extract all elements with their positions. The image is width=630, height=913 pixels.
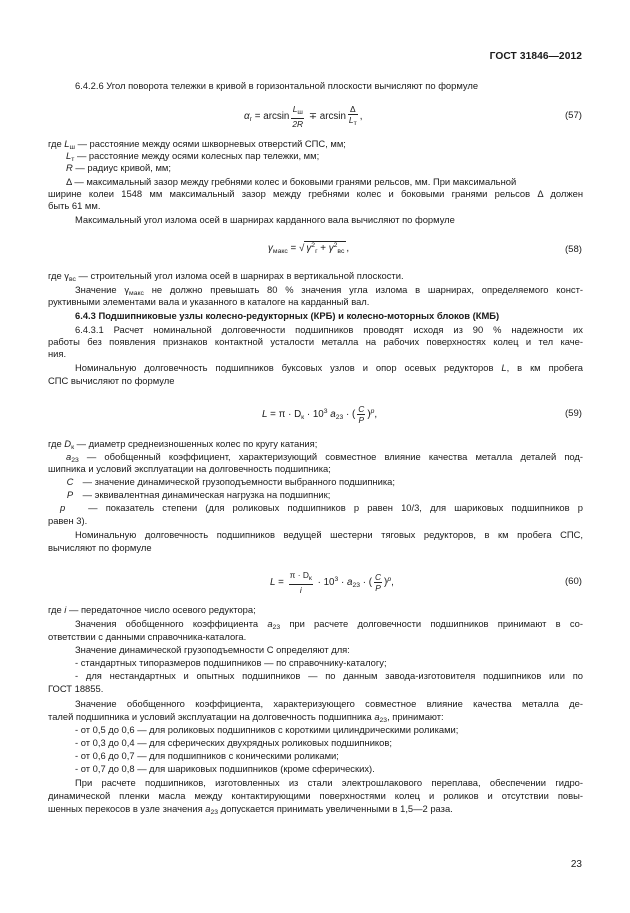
list-item: - от 0,5 до 0,6 — для роликовых подшипников с короткими цилиндрическими роликами; bbox=[75, 724, 459, 735]
definition-p: p — показатель степени (для роликовых подшипников p равен 10/3, для шариковых подшипников p bbox=[60, 502, 583, 513]
definition-R: R — радиус кривой, мм; bbox=[66, 162, 171, 173]
list-item-nonstandard: - для нестандартных и опытных подшипников — по данным завода-изготовителя подшипников или по bbox=[75, 670, 583, 681]
paragraph-electroslag-line2: динамической пленки масла между контактирующими поверхностями колец и роликов и отсутствии повы- bbox=[48, 790, 583, 801]
formula-57: $\alpha_г = \arcsin$ $\frac{L_ш}{2R}$ ∓ arcsin $\frac{\Delta}{L_т}$ , bbox=[244, 104, 363, 129]
equation-number-58: (58) bbox=[564, 244, 582, 255]
standard-header: ГОСТ 31846—2012 bbox=[489, 51, 582, 62]
equation-number-57: (57) bbox=[564, 110, 582, 121]
list-item-standard: - стандартных типоразмеров подшипников — по справочнику-каталогу; bbox=[75, 657, 387, 668]
paragraph-nominal-durability: Номинальную долговечность подшипников буксовых узлов и опор осевых редукторов L, в км пробега bbox=[75, 362, 583, 373]
definition-delta-cont: ширине колеи 1548 мм максимальный зазор между гребнями колес и боковыми гранями рельсов Δ должен bbox=[48, 188, 583, 199]
definition-delta-cont-2: быть 61 мм. bbox=[48, 200, 101, 211]
paragraph-dynamic-capacity: Значение динамической грузоподъемности С определяют для: bbox=[75, 644, 350, 655]
paragraph-nominal-durability-cont: СПС вычисляют по формуле bbox=[48, 375, 175, 386]
formula-60: L = $\frac{\pi \cdot D_к}{i}$ · $10^3 \cdot a_{23}$ · ( $\frac{C}{P}$ )$^p$, bbox=[270, 570, 394, 595]
list-item: - от 0,7 до 0,8 — для шариковых подшипников (кроме сферических). bbox=[75, 763, 375, 774]
paragraph-drive-gear-cont: вычисляют по формуле bbox=[48, 542, 152, 553]
definition-i: где i — передаточное число осевого редуктора; bbox=[48, 604, 256, 615]
definition-L-t: $L_т$ — расстояние между осями колесных пар тележки, мм; bbox=[66, 150, 320, 163]
paragraph-coefficient: Значение обобщенного коэффициента, характеризующего совместное влияние качества металла де- bbox=[75, 698, 583, 709]
paragraph-6-4-3-1-line2: работы без появления признаков контактной усталости металла на рабочих поверхностях колец и тел каче- bbox=[48, 336, 583, 347]
list-item: - от 0,3 до 0,4 — для сферических двухрядных роликовых подшипников; bbox=[75, 737, 392, 748]
paragraph-a23-values-cont: ответствии с данными справочника-каталога. bbox=[48, 631, 247, 642]
equation-number-59: (59) bbox=[564, 408, 582, 419]
paragraph-a23-values: Значения обобщенного коэффициента $a_{23}$ при расчете долговечности подшипников принимают в со- bbox=[75, 618, 583, 631]
paragraph-6-4-3-1: 6.4.3.1 Расчет номинальной долговечности подшипников проводят исходя из 90 % надежности их bbox=[75, 324, 583, 335]
paragraph-electroslag-line3: шенных перекосов в узле значения $a_{23}$ допускается принимать увеличенными в 1,5—2 раза. bbox=[48, 803, 453, 816]
paragraph-drive-gear: Номинальную долговечность подшипников ведущей шестерни тяговых редукторов, в км пробега СПС, bbox=[75, 529, 583, 540]
formula-59: $L = \pi \cdot D_к \cdot 10^3$ $a_{23}$ · ( $\frac{C}{P}$ )$^p$, bbox=[262, 404, 378, 425]
page-number: 23 bbox=[570, 859, 582, 870]
definition-D-k: где $D_к$ — диаметр среднеизношенных колес по кругу катания; bbox=[48, 438, 318, 451]
paragraph-6-4-3-1-line3: ния. bbox=[48, 348, 67, 359]
paragraph-gamma-max: Значение $\gamma_{макс}$ не должно превышать 80 % значения угла излома в шарнирах, определяемого конст- bbox=[75, 284, 583, 297]
definition-P: P — эквивалентная динамическая нагрузка на подшипник; bbox=[66, 489, 331, 500]
formula-58: $\gamma_{макс}$ = √ $\gamma^2_г + \gamma^2_{вс}$ , bbox=[268, 242, 350, 255]
paragraph-6-4-2-6: 6.4.2.6 Угол поворота тележки в кривой в горизонтальной плоскости вычисляют по формуле bbox=[75, 80, 479, 91]
list-item: - от 0,6 до 0,7 — для подшипников с коническими роликами; bbox=[75, 750, 339, 761]
definition-delta: Δ — максимальный зазор между гребнями колес и боковыми гранями рельсов, мм. При максимальной bbox=[66, 176, 517, 187]
definition-C: C — значение динамической грузоподъемности выбранного подшипника; bbox=[66, 476, 395, 487]
definition-a23: $a_{23}$ — обобщенный коэффициент, характеризующий совместное влияние качества металла деталей под- bbox=[66, 451, 583, 464]
list-item-nonstandard-cont: ГОСТ 18855. bbox=[48, 683, 104, 694]
section-title-6-4-3: 6.4.3 Подшипниковые узлы колесно-редукторных (КРБ) и колесно-моторных блоков (КМБ) bbox=[75, 310, 500, 321]
paragraph-coefficient-cont: талей подшипника и условий эксплуатации на долговечность подшипника $a_{23}$, принимают: bbox=[48, 711, 444, 724]
equation-number-60: (60) bbox=[564, 576, 582, 587]
definition-p-cont: равен 3). bbox=[48, 515, 88, 526]
definition-gamma-vs: где $\gamma_{вс}$ — строительный угол излома осей в шарнирах в вертикальной плоскости. bbox=[48, 270, 404, 283]
paragraph-gamma-max-cont: руктивными элементами вала и указанного в каталоге на карданный вал. bbox=[48, 296, 370, 307]
definition-a23-cont: шипника и условий эксплуатации на долговечность подшипника; bbox=[48, 463, 331, 474]
paragraph-max-angle: Максимальный угол излома осей в шарнирах карданного вала вычисляют по формуле bbox=[75, 214, 455, 225]
definition-L-sh: где $L_ш$ — расстояние между осями шкворневых отверстий СПС, мм; bbox=[48, 138, 346, 151]
paragraph-electroslag: При расчете подшипников, изготовленных из стали электрошлакового переплава, обеспечении гидро- bbox=[75, 777, 583, 788]
